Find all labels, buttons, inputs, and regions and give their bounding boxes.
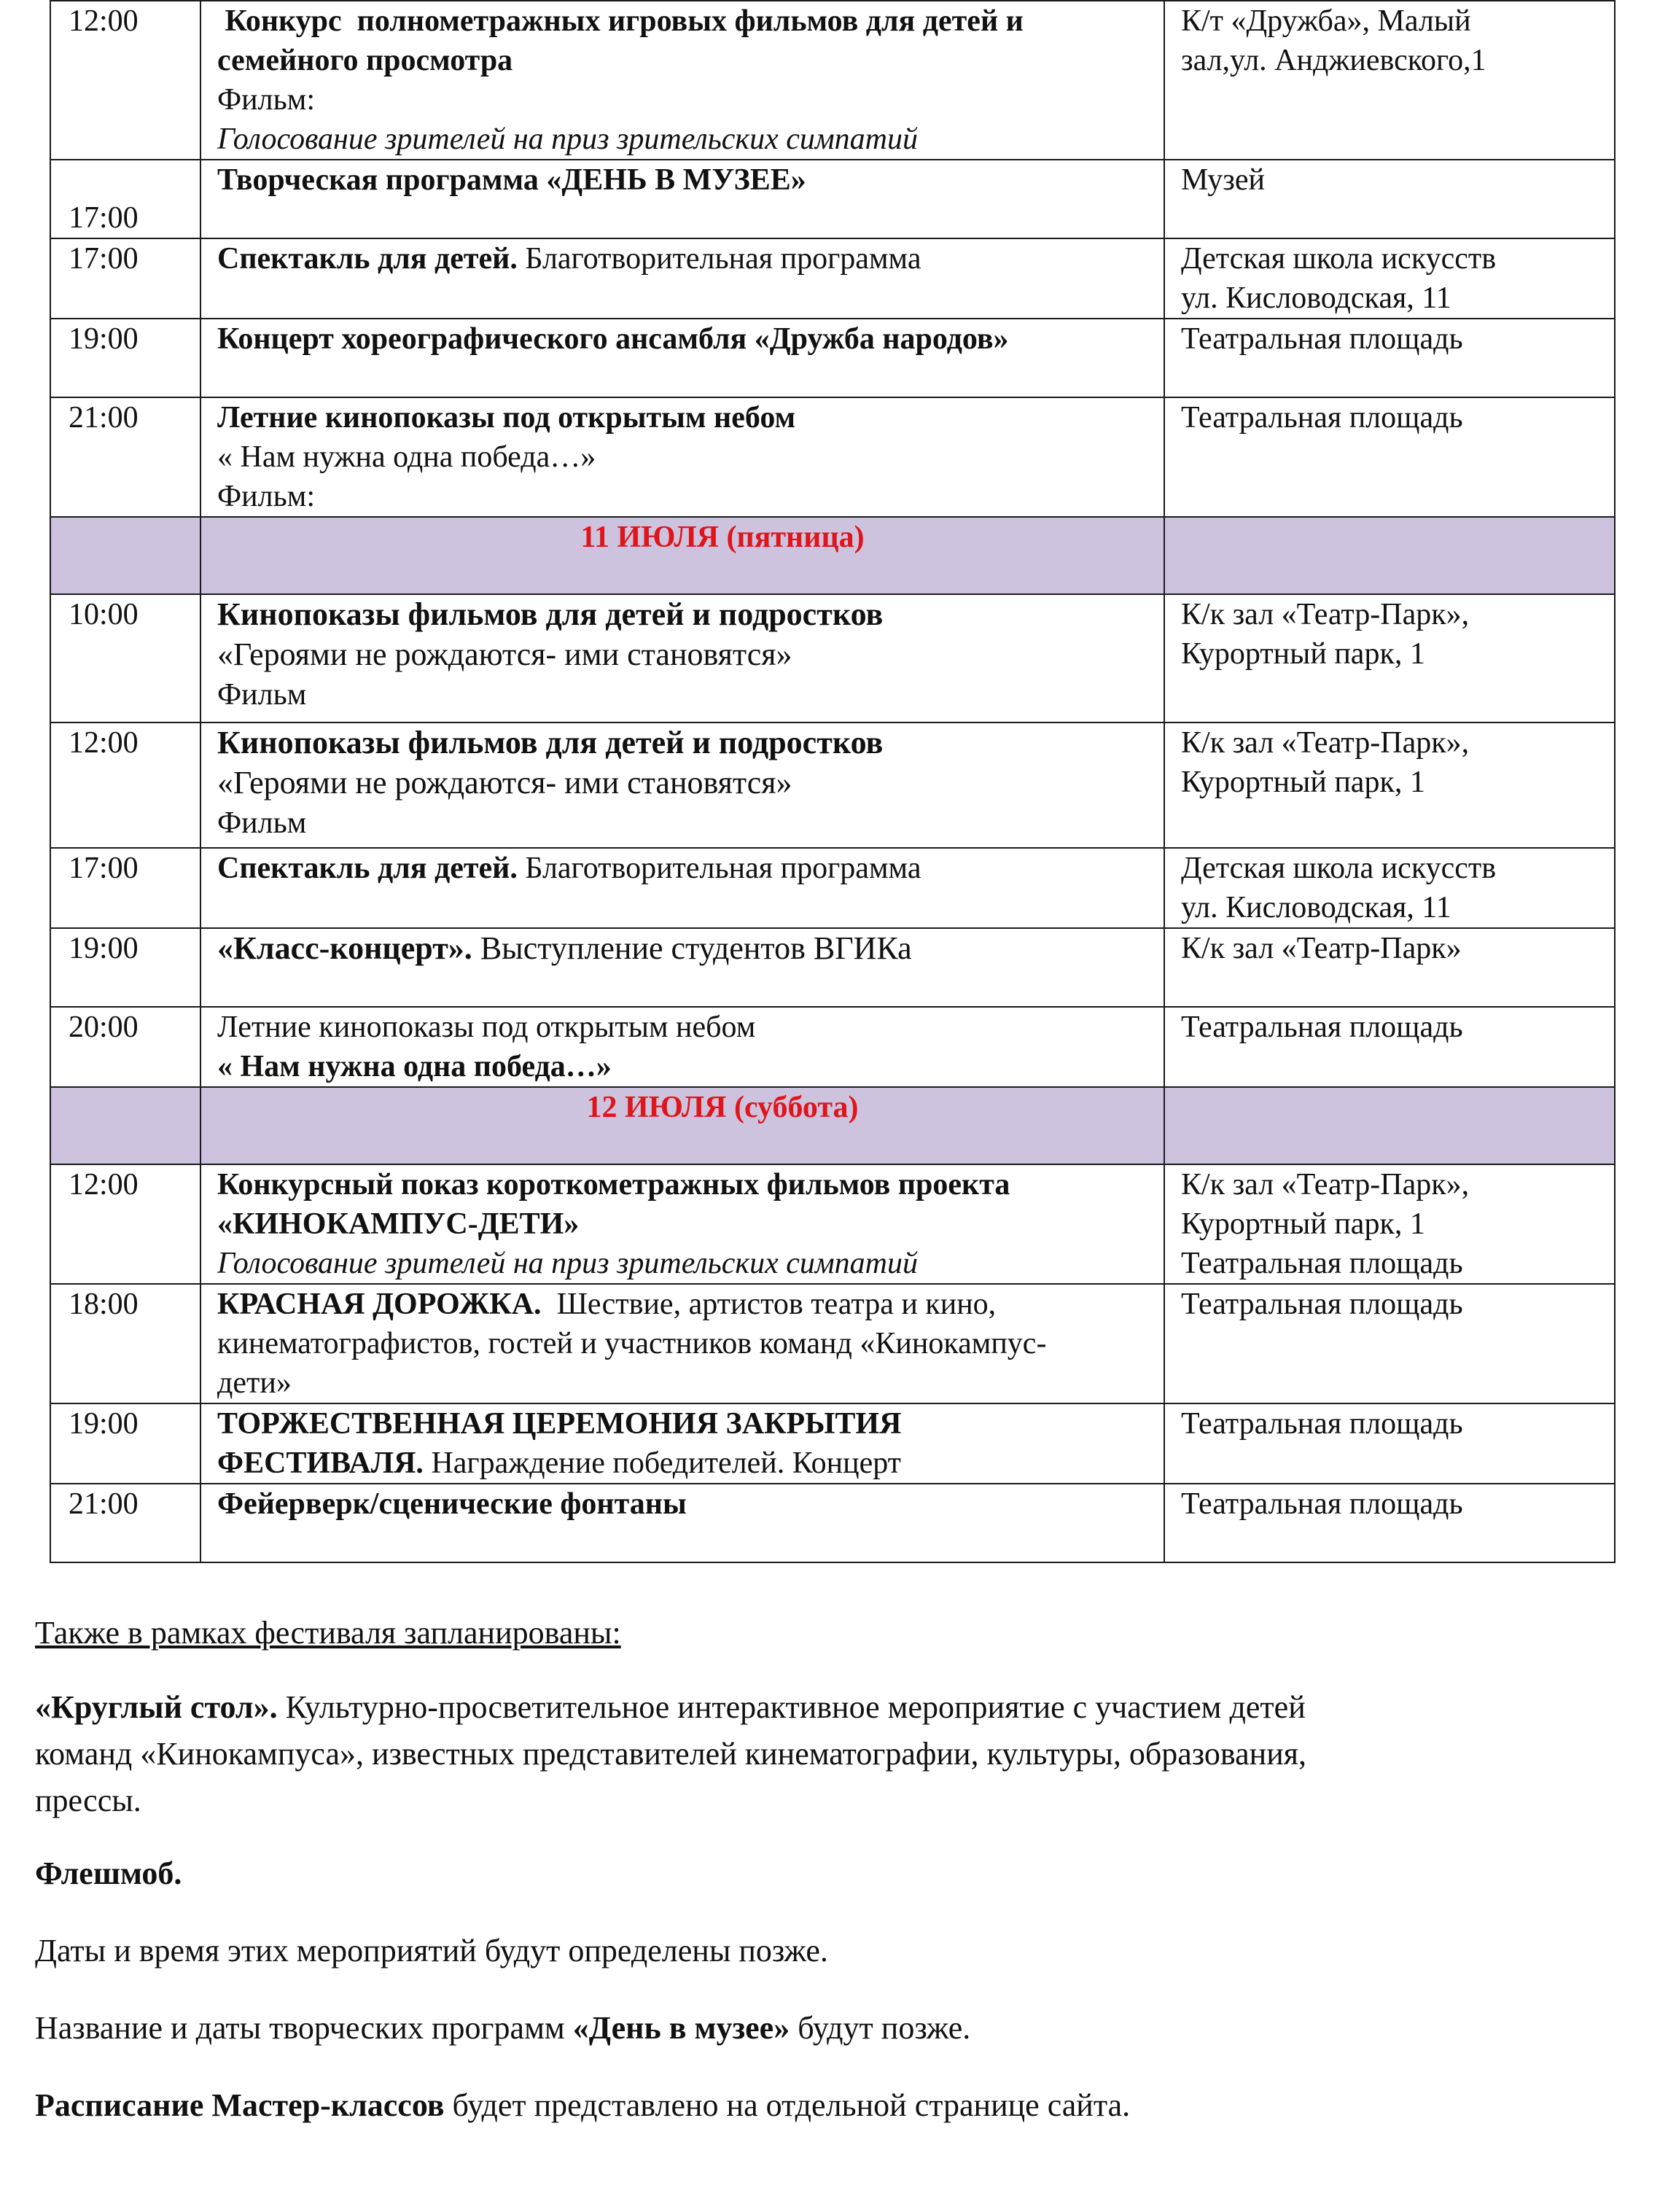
schedule-row xyxy=(50,1403,1615,1484)
venue-cell xyxy=(1164,1164,1615,1284)
event-text: Фильм xyxy=(217,678,307,712)
event-line xyxy=(217,1165,1147,1204)
day-header-empty-cell xyxy=(1164,1087,1615,1164)
venue-line: Театральная площадь xyxy=(1181,401,1463,435)
schedule-row xyxy=(50,1007,1615,1087)
venue-line: ул. Кисловодская, 11 xyxy=(1181,891,1451,924)
event-cell xyxy=(200,1484,1164,1562)
event-line xyxy=(217,929,1147,969)
event-cell xyxy=(200,1284,1164,1403)
event-cell xyxy=(200,1,1164,160)
event-text: Конкурсный показ короткометражных фильмов проекта xyxy=(217,1168,1010,1202)
event-line xyxy=(217,675,1147,714)
event-text: семейного просмотра xyxy=(217,44,513,77)
event-cell xyxy=(200,723,1164,848)
round-table-line-3: прессы. xyxy=(35,1783,141,1818)
time-cell: 18:00 xyxy=(50,1284,200,1403)
day-header-row xyxy=(50,1087,1615,1164)
event-line xyxy=(217,635,1147,675)
venue-line: Курортный парк, 1 xyxy=(1181,766,1425,799)
event-cell xyxy=(200,238,1164,319)
venue-cell xyxy=(1164,1284,1615,1403)
venue-line: Курортный парк, 1 xyxy=(1181,637,1425,671)
event-text: «КИНОКАМПУС-ДЕТИ» xyxy=(217,1207,580,1241)
schedule-row xyxy=(50,1484,1615,1562)
event-text: Спектакль для детей. xyxy=(217,242,518,276)
event-text: Фейерверк/сценические фонтаны xyxy=(217,1487,687,1521)
event-line xyxy=(217,120,1147,159)
venue-cell xyxy=(1164,160,1615,238)
event-line xyxy=(217,1324,1147,1363)
time-cell: 17:00 xyxy=(50,160,200,238)
event-text: ТОРЖЕСТВЕННАЯ ЦЕРЕМОНИЯ ЗАКРЫТИЯ xyxy=(217,1407,902,1441)
event-line xyxy=(217,1008,1147,1047)
schedule-body xyxy=(50,1,1615,1562)
event-text: Конкурс полнометражных игровых фильмов для детей и xyxy=(217,4,1024,38)
venue-line: ул. Кисловодская, 11 xyxy=(1181,281,1451,315)
museum-paragraph xyxy=(35,2005,1624,2052)
event-cell xyxy=(200,319,1164,397)
day-header-empty-cell xyxy=(50,517,200,594)
event-cell xyxy=(200,160,1164,238)
event-cell xyxy=(200,1007,1164,1087)
event-text: «Класс-концерт». xyxy=(217,930,472,966)
flashmob-paragraph xyxy=(35,1850,1624,1897)
schedule-row xyxy=(50,1284,1615,1403)
time-cell: 21:00 xyxy=(50,397,200,517)
venue-line: К/к зал «Театр-Парк», xyxy=(1181,726,1470,760)
event-text: Шествие, артистов театра и кино, xyxy=(541,1288,997,1321)
event-text: Награждение победителей. Концерт xyxy=(423,1446,902,1480)
event-text: Выступление студентов ВГИКа xyxy=(472,930,912,966)
venue-cell xyxy=(1164,594,1615,723)
event-line xyxy=(217,1363,1147,1403)
venue-line: Театральная площадь xyxy=(1181,1407,1463,1441)
also-planned-text: Также в рамках фестиваля запланированы: xyxy=(35,1615,621,1651)
dates-note-paragraph xyxy=(35,1928,1624,1974)
event-line xyxy=(217,41,1147,80)
event-text: Голосование зрителей на приз зрительских симпатий xyxy=(217,1247,918,1280)
schedule-row xyxy=(50,594,1615,723)
master-class-paragraph xyxy=(35,2082,1624,2129)
round-table-paragraph xyxy=(35,1684,1624,1824)
venue-cell xyxy=(1164,723,1615,848)
event-text: Фильм xyxy=(217,806,307,840)
venue-line: Музей xyxy=(1181,163,1266,197)
time-cell: 19:00 xyxy=(50,928,200,1007)
venue-cell xyxy=(1164,1007,1615,1087)
schedule-row xyxy=(50,848,1615,928)
venue-cell xyxy=(1164,238,1615,319)
event-cell xyxy=(200,397,1164,517)
round-table-line-2: команд «Кинокампуса», известных представителей кинематографии, культуры, образования, xyxy=(35,1736,1306,1772)
venue-line: К/к зал «Театр-Парк», xyxy=(1181,1168,1470,1202)
event-text: «Героями не рождаются- ими становятся» xyxy=(217,636,792,672)
event-text: Концерт хореографического ансамбля «Дружба народов» xyxy=(217,322,1009,356)
event-cell xyxy=(200,848,1164,928)
event-line xyxy=(217,239,1147,279)
time-cell: 21:00 xyxy=(50,1484,200,1562)
event-line xyxy=(217,849,1147,888)
event-text: Спектакль для детей. xyxy=(217,852,518,885)
time-cell: 12:00 xyxy=(50,1164,200,1284)
event-line xyxy=(217,723,1147,763)
day-header-label: 11 ИЮЛЯ (пятница) xyxy=(580,521,865,554)
event-text: Фильм: xyxy=(217,480,316,513)
event-line xyxy=(217,1444,1147,1483)
event-line xyxy=(217,1047,1147,1086)
event-line xyxy=(217,477,1147,516)
event-line xyxy=(217,1484,1147,1524)
venue-line: Театральная площадь xyxy=(1181,1288,1463,1321)
schedule-row xyxy=(50,1164,1615,1284)
day-header-empty-cell xyxy=(1164,517,1615,594)
museum-pre: Название и даты творческих программ xyxy=(35,2010,573,2046)
time-cell: 20:00 xyxy=(50,1007,200,1087)
event-cell xyxy=(200,1403,1164,1484)
event-text: КРАСНАЯ ДОРОЖКА. xyxy=(217,1288,542,1321)
schedule-row xyxy=(50,238,1615,319)
venue-cell xyxy=(1164,1484,1615,1562)
venue-line: Курортный парк, 1 xyxy=(1181,1207,1425,1241)
event-line xyxy=(217,595,1147,635)
venue-cell xyxy=(1164,848,1615,928)
event-text: Благотворительная программа xyxy=(517,242,921,276)
event-line xyxy=(217,1285,1147,1324)
event-line xyxy=(217,1244,1147,1283)
venue-cell xyxy=(1164,1403,1615,1484)
venue-cell xyxy=(1164,1,1615,160)
venue-line: Детская школа искусств xyxy=(1181,852,1497,885)
time-cell: 19:00 xyxy=(50,1403,200,1484)
venue-line: зал,ул. Анджиевского,1 xyxy=(1181,44,1486,77)
day-header-row xyxy=(50,517,1615,594)
event-line xyxy=(217,1404,1147,1444)
round-table-title: «Круглый стол». xyxy=(35,1689,278,1725)
time-cell: 17:00 xyxy=(50,848,200,928)
venue-cell xyxy=(1164,928,1615,1007)
day-header-empty-cell xyxy=(50,1087,200,1164)
museum-program-title: «День в музее» xyxy=(572,2010,790,2046)
day-header-cell xyxy=(200,1087,1164,1164)
venue-line: К/т «Дружба», Малый xyxy=(1181,4,1471,38)
venue-line: К/к зал «Театр-Парк» xyxy=(1181,932,1462,965)
event-line xyxy=(217,437,1147,477)
day-header-label: 12 ИЮЛЯ (суббота) xyxy=(586,1091,859,1124)
event-text: Летние кинопоказы под открытым небом xyxy=(217,401,796,435)
event-line xyxy=(217,398,1147,437)
venue-line: К/к зал «Театр-Парк», xyxy=(1181,598,1470,631)
event-text: Кинопоказы фильмов для детей и подростков xyxy=(217,725,884,760)
event-text: « Нам нужна одна победа…» xyxy=(217,1050,612,1083)
event-line xyxy=(217,763,1147,803)
schedule-table xyxy=(50,0,1616,1563)
flashmob-title: Флешмоб. xyxy=(35,1855,182,1891)
venue-line: Театральная площадь xyxy=(1181,1487,1463,1521)
museum-post: будут позже. xyxy=(790,2010,971,2046)
event-text: Творческая программа «ДЕНЬ В МУЗЕЕ» xyxy=(217,163,806,197)
event-line xyxy=(217,803,1147,843)
event-text: Летние кинопоказы под открытым небом xyxy=(217,1010,756,1044)
schedule-row xyxy=(50,1,1615,160)
event-text: ФЕСТИВАЛЯ. xyxy=(217,1446,424,1480)
schedule-row xyxy=(50,928,1615,1007)
schedule-row xyxy=(50,160,1615,238)
schedule-row xyxy=(50,723,1615,848)
schedule-row xyxy=(50,397,1615,517)
event-cell xyxy=(200,928,1164,1007)
event-line xyxy=(217,160,1147,200)
round-table-line-1: Культурно-просветительное интерактивное мероприятие с участием детей xyxy=(277,1689,1306,1725)
event-line xyxy=(217,80,1147,120)
event-text: Благотворительная программа xyxy=(517,852,921,885)
master-class-title: Расписание Мастер-классов xyxy=(35,2087,445,2123)
time-cell: 10:00 xyxy=(50,594,200,723)
venue-line: Детская школа искусств xyxy=(1181,242,1497,276)
event-text: Голосование зрителей на приз зрительских симпатий xyxy=(217,122,918,156)
venue-line: Театральная площадь xyxy=(1181,1010,1463,1044)
event-cell xyxy=(200,594,1164,723)
event-line xyxy=(217,1,1147,41)
time-cell: 12:00 xyxy=(50,1,200,160)
event-cell xyxy=(200,1164,1164,1284)
schedule-row xyxy=(50,319,1615,397)
event-text: Кинопоказы фильмов для детей и подростков xyxy=(217,596,884,632)
event-text: «Героями не рождаются- ими становятся» xyxy=(217,765,792,801)
event-text: Фильм: xyxy=(217,83,316,117)
event-text: кинематографистов, гостей и участников команд «Кинокампус- xyxy=(217,1327,1047,1360)
event-line xyxy=(217,319,1147,359)
venue-cell xyxy=(1164,397,1615,517)
master-class-post: будет представлено на отдельной странице сайта. xyxy=(444,2087,1131,2123)
event-text: дети» xyxy=(217,1366,292,1400)
also-planned-heading xyxy=(35,1610,1624,1656)
event-text: « Нам нужна одна победа…» xyxy=(217,440,596,474)
day-header-cell xyxy=(200,517,1164,594)
dates-note: Даты и время этих мероприятий будут определены позже. xyxy=(35,1933,828,1968)
venue-line: Театральная площадь xyxy=(1181,322,1463,356)
time-cell: 17:00 xyxy=(50,238,200,319)
event-line xyxy=(217,1204,1147,1244)
venue-line: Театральная площадь xyxy=(1181,1247,1463,1280)
time-cell: 12:00 xyxy=(50,723,200,848)
time-cell: 19:00 xyxy=(50,319,200,397)
venue-cell xyxy=(1164,319,1615,397)
